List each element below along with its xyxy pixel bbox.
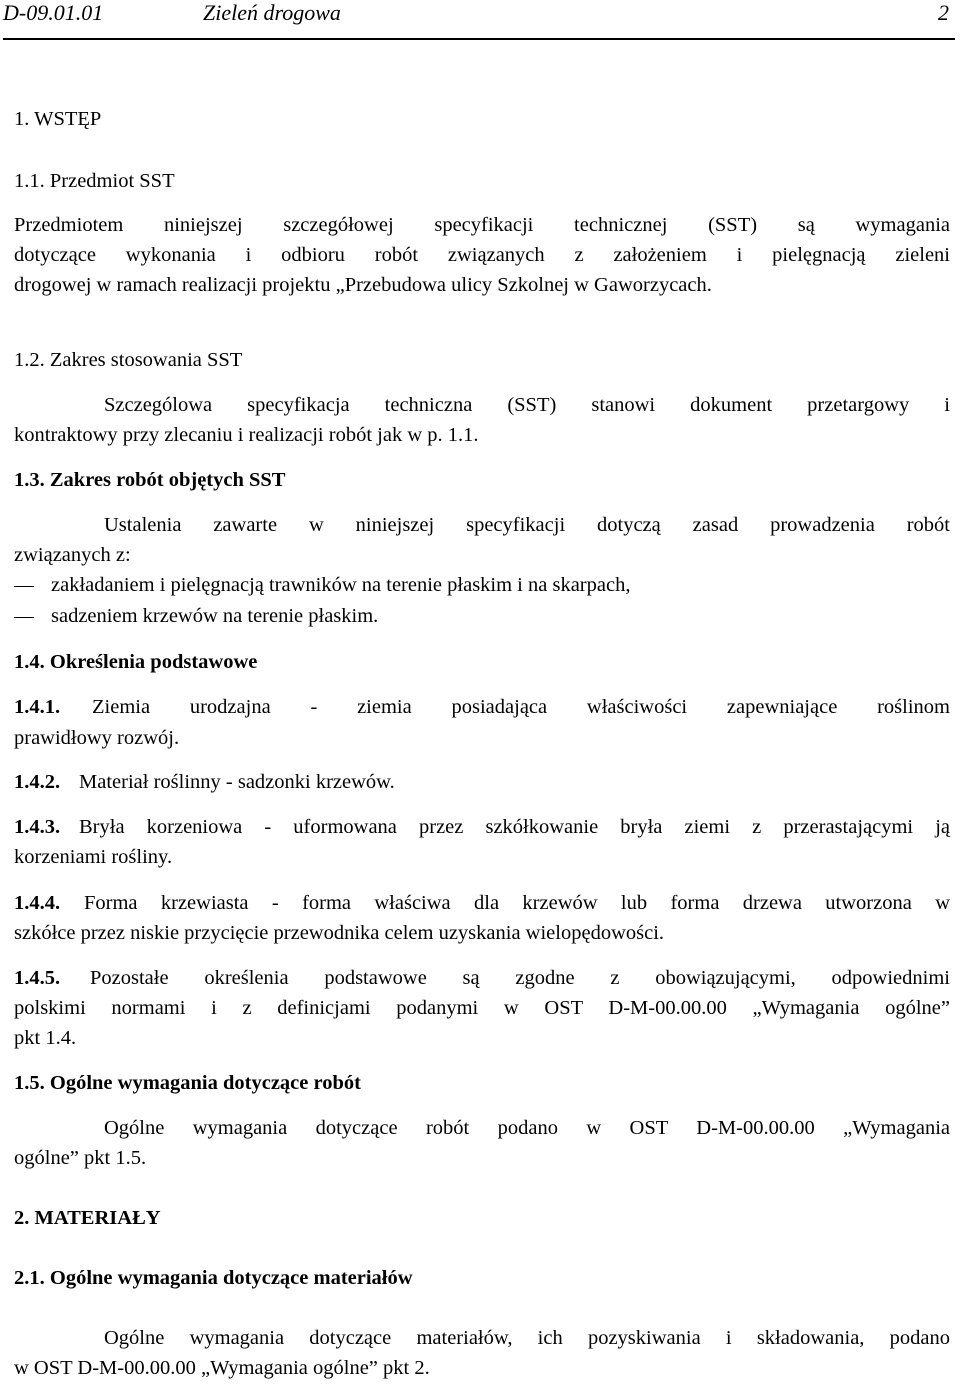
subsection-heading-1-3: 1.3. Zakres robót objętych SST <box>14 469 286 491</box>
paragraph-line: Ogólne wymagania dotyczące materiałów, ich pozyskiwania i składowania, podano <box>104 1327 950 1349</box>
document-title: Zieleń drogowa <box>203 0 341 25</box>
paragraph-line: Pozostałe określenia podstawowe są zgodne z obowiązującymi, odpowiednimi <box>90 967 950 989</box>
paragraph-line: Ziemia urodzajna - ziemia posiadająca właściwości zapewniające roślinom <box>92 696 950 718</box>
definition-number: 1.4.4. <box>14 892 61 914</box>
paragraph-line: w OST D-M-00.00.00 „Wymagania ogólne” pkt 2. <box>14 1357 430 1379</box>
list-item: sadzeniem krzewów na terenie płaskim. <box>51 605 379 627</box>
subsection-heading-2-1: 2.1. Ogólne wymagania dotyczące materiałów <box>14 1267 413 1289</box>
paragraph-line: prawidłowy rozwój. <box>14 727 180 749</box>
subsection-heading-1-4: 1.4. Określenia podstawowe <box>14 651 258 673</box>
dash-bullet <box>14 586 34 587</box>
paragraph-line: polskimi normami i z definicjami podanymi w OST D-M-00.00.00 „Wymagania ogólne” <box>14 997 950 1019</box>
paragraph-line: Ustalenia zawarte w niniejszej specyfikacji dotyczą zasad prowadzenia robót <box>104 514 950 536</box>
subsection-heading-1-1: 1.1. Przedmiot SST <box>14 170 175 192</box>
definition-number: 1.4.2. <box>14 771 61 793</box>
paragraph-line: dotyczące wykonania i odbioru robót związanych z założeniem i pielęgnacją zieleni <box>14 244 950 266</box>
header-rule <box>3 38 955 40</box>
definition-number: 1.4.3. <box>14 816 61 838</box>
paragraph-line: pkt 1.4. <box>14 1027 77 1049</box>
list-item: zakładaniem i pielęgnacją trawników na terenie płaskim i na skarpach, <box>51 574 631 596</box>
subsection-heading-1-2: 1.2. Zakres stosowania SST <box>14 349 243 371</box>
paragraph-line: kontraktowy przy zlecaniu i realizacji robót jak w p. 1.1. <box>14 424 479 446</box>
page-number: 2 <box>938 0 949 25</box>
paragraph-line: Bryła korzeniowa - uformowana przez szkółkowanie bryła ziemi z przerastającymi ją <box>79 816 950 838</box>
paragraph-line: Przedmiotem niniejszej szczegółowej specyfikacji technicznej (SST) są wymagania <box>14 214 950 236</box>
dash-bullet <box>14 617 34 618</box>
paragraph-line: związanych z: <box>14 544 131 566</box>
paragraph-line: drogowej w ramach realizacji projektu „Przebudowa ulicy Szkolnej w Gaworzycach. <box>14 274 712 296</box>
section-heading-2: 2. MATERIAŁY <box>14 1207 161 1229</box>
paragraph-line: Materiał roślinny - sadzonki krzewów. <box>79 771 395 793</box>
paragraph-line: Szczególowa specyfikacja techniczna (SST) stanowi dokument przetargowy i <box>104 394 950 416</box>
document-code: D-09.01.01 <box>3 0 104 25</box>
subsection-heading-1-5: 1.5. Ogólne wymagania dotyczące robót <box>14 1072 361 1094</box>
section-heading-1: 1. WSTĘP <box>14 108 102 130</box>
paragraph-line: szkółce przez niskie przycięcie przewodnika celem uzyskania wielopędowości. <box>14 922 665 944</box>
paragraph-line: ogólne” pkt 1.5. <box>14 1147 147 1169</box>
definition-number: 1.4.5. <box>14 967 61 989</box>
paragraph-line: korzeniami rośliny. <box>14 846 173 868</box>
definition-number: 1.4.1. <box>14 696 61 718</box>
page-header <box>3 0 955 42</box>
paragraph-line: Forma krzewiasta - forma właściwa dla krzewów lub forma drzewa utworzona w <box>84 892 950 914</box>
paragraph-line: Ogólne wymagania dotyczące robót podano w OST D-M-00.00.00 „Wymagania <box>104 1117 950 1139</box>
